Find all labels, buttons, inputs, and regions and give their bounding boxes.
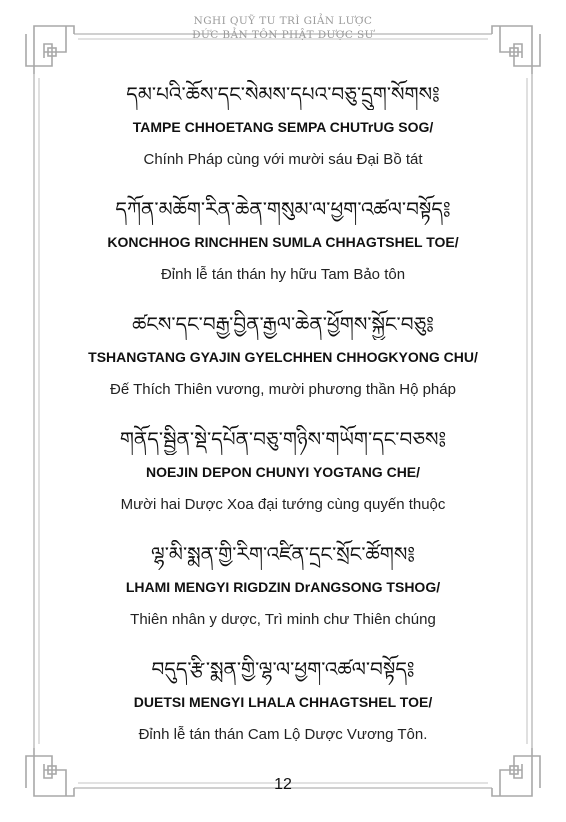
verse-2 bbox=[60, 195, 506, 310]
tibetan-text: གནོད་སྦྱིན་སྡེ་དཔོན་བཅུ་གཉིས་གཡོག་དང་བཅས༔ bbox=[119, 427, 447, 451]
verse-5 bbox=[60, 540, 506, 655]
tibetan-text: དམ་པའི་ཆོས་དང་སེམས་དཔའ་བཅུ་དྲུག་སོགས༔ bbox=[126, 82, 440, 106]
running-header bbox=[0, 14, 566, 42]
header-line-2: ĐỨC BẢN TÔN PHẬT DƯỢC SƯ bbox=[192, 29, 374, 41]
transliteration: TAMPE CHHOETANG SEMPA CHUTrUG SOG/ bbox=[132, 119, 434, 135]
verse-1 bbox=[60, 80, 506, 195]
transliteration: TSHANGTANG GYAJIN GYELCHHEN CHHOGKYONG CHU/ bbox=[88, 349, 478, 365]
tibetan-text: དཀོན་མཆོག་རིན་ཆེན་གསུམ་ལ་ཕྱག་འཚལ་བསྟོད༔ bbox=[115, 197, 451, 221]
header-line-1: NGHI QUỸ TU TRÌ GIẢN LƯỢC bbox=[193, 15, 373, 27]
page-number: 12 bbox=[274, 776, 292, 793]
transliteration: NOEJIN DEPON CHUNYI YOGTANG CHE/ bbox=[145, 464, 421, 480]
vietnamese-translation: Thiên nhân y dược, Trì minh chư Thiên chúng bbox=[130, 611, 436, 628]
verse-4 bbox=[60, 425, 506, 540]
vietnamese-translation: Chính Pháp cùng với mười sáu Đại Bồ tát bbox=[143, 151, 423, 168]
transliteration: KONCHHOG RINCHHEN SUMLA CHHAGTSHEL TOE/ bbox=[107, 234, 459, 250]
verse-list bbox=[60, 80, 506, 770]
vietnamese-translation: Đỉnh lễ tán thán hy hữu Tam Bảo tôn bbox=[160, 266, 406, 283]
transliteration: LHAMI MENGYI RIGDZIN DrANGSONG TSHOG/ bbox=[125, 579, 441, 595]
transliteration: DUETSI MENGYI LHALA CHHAGTSHEL TOE/ bbox=[133, 694, 433, 710]
vietnamese-translation: Đế Thích Thiên vương, mười phương thần Hộ pháp bbox=[110, 381, 456, 398]
vietnamese-translation: Mười hai Dược Xoa đại tướng cùng quyến thuộc bbox=[120, 496, 446, 513]
tibetan-text: ཚངས་དང་བརྒྱ་བྱིན་རྒྱལ་ཆེན་ཕྱོགས་སྐྱོང་བཅུ༔ bbox=[132, 312, 434, 336]
vietnamese-translation: Đỉnh lễ tán thán Cam Lộ Dược Vương Tôn. bbox=[138, 726, 428, 743]
verse-3 bbox=[60, 310, 506, 425]
tibetan-text: ལྷ་མི་སྨན་གྱི་རིག་འཛིན་དྲང་སྲོང་ཚོགས༔ bbox=[151, 542, 415, 566]
tibetan-text: བདུད་རྩི་སྨན་གྱི་ལྷ་ལ་ཕྱག་འཚལ་བསྟོད༔ bbox=[151, 657, 415, 681]
verse-6 bbox=[60, 655, 506, 770]
